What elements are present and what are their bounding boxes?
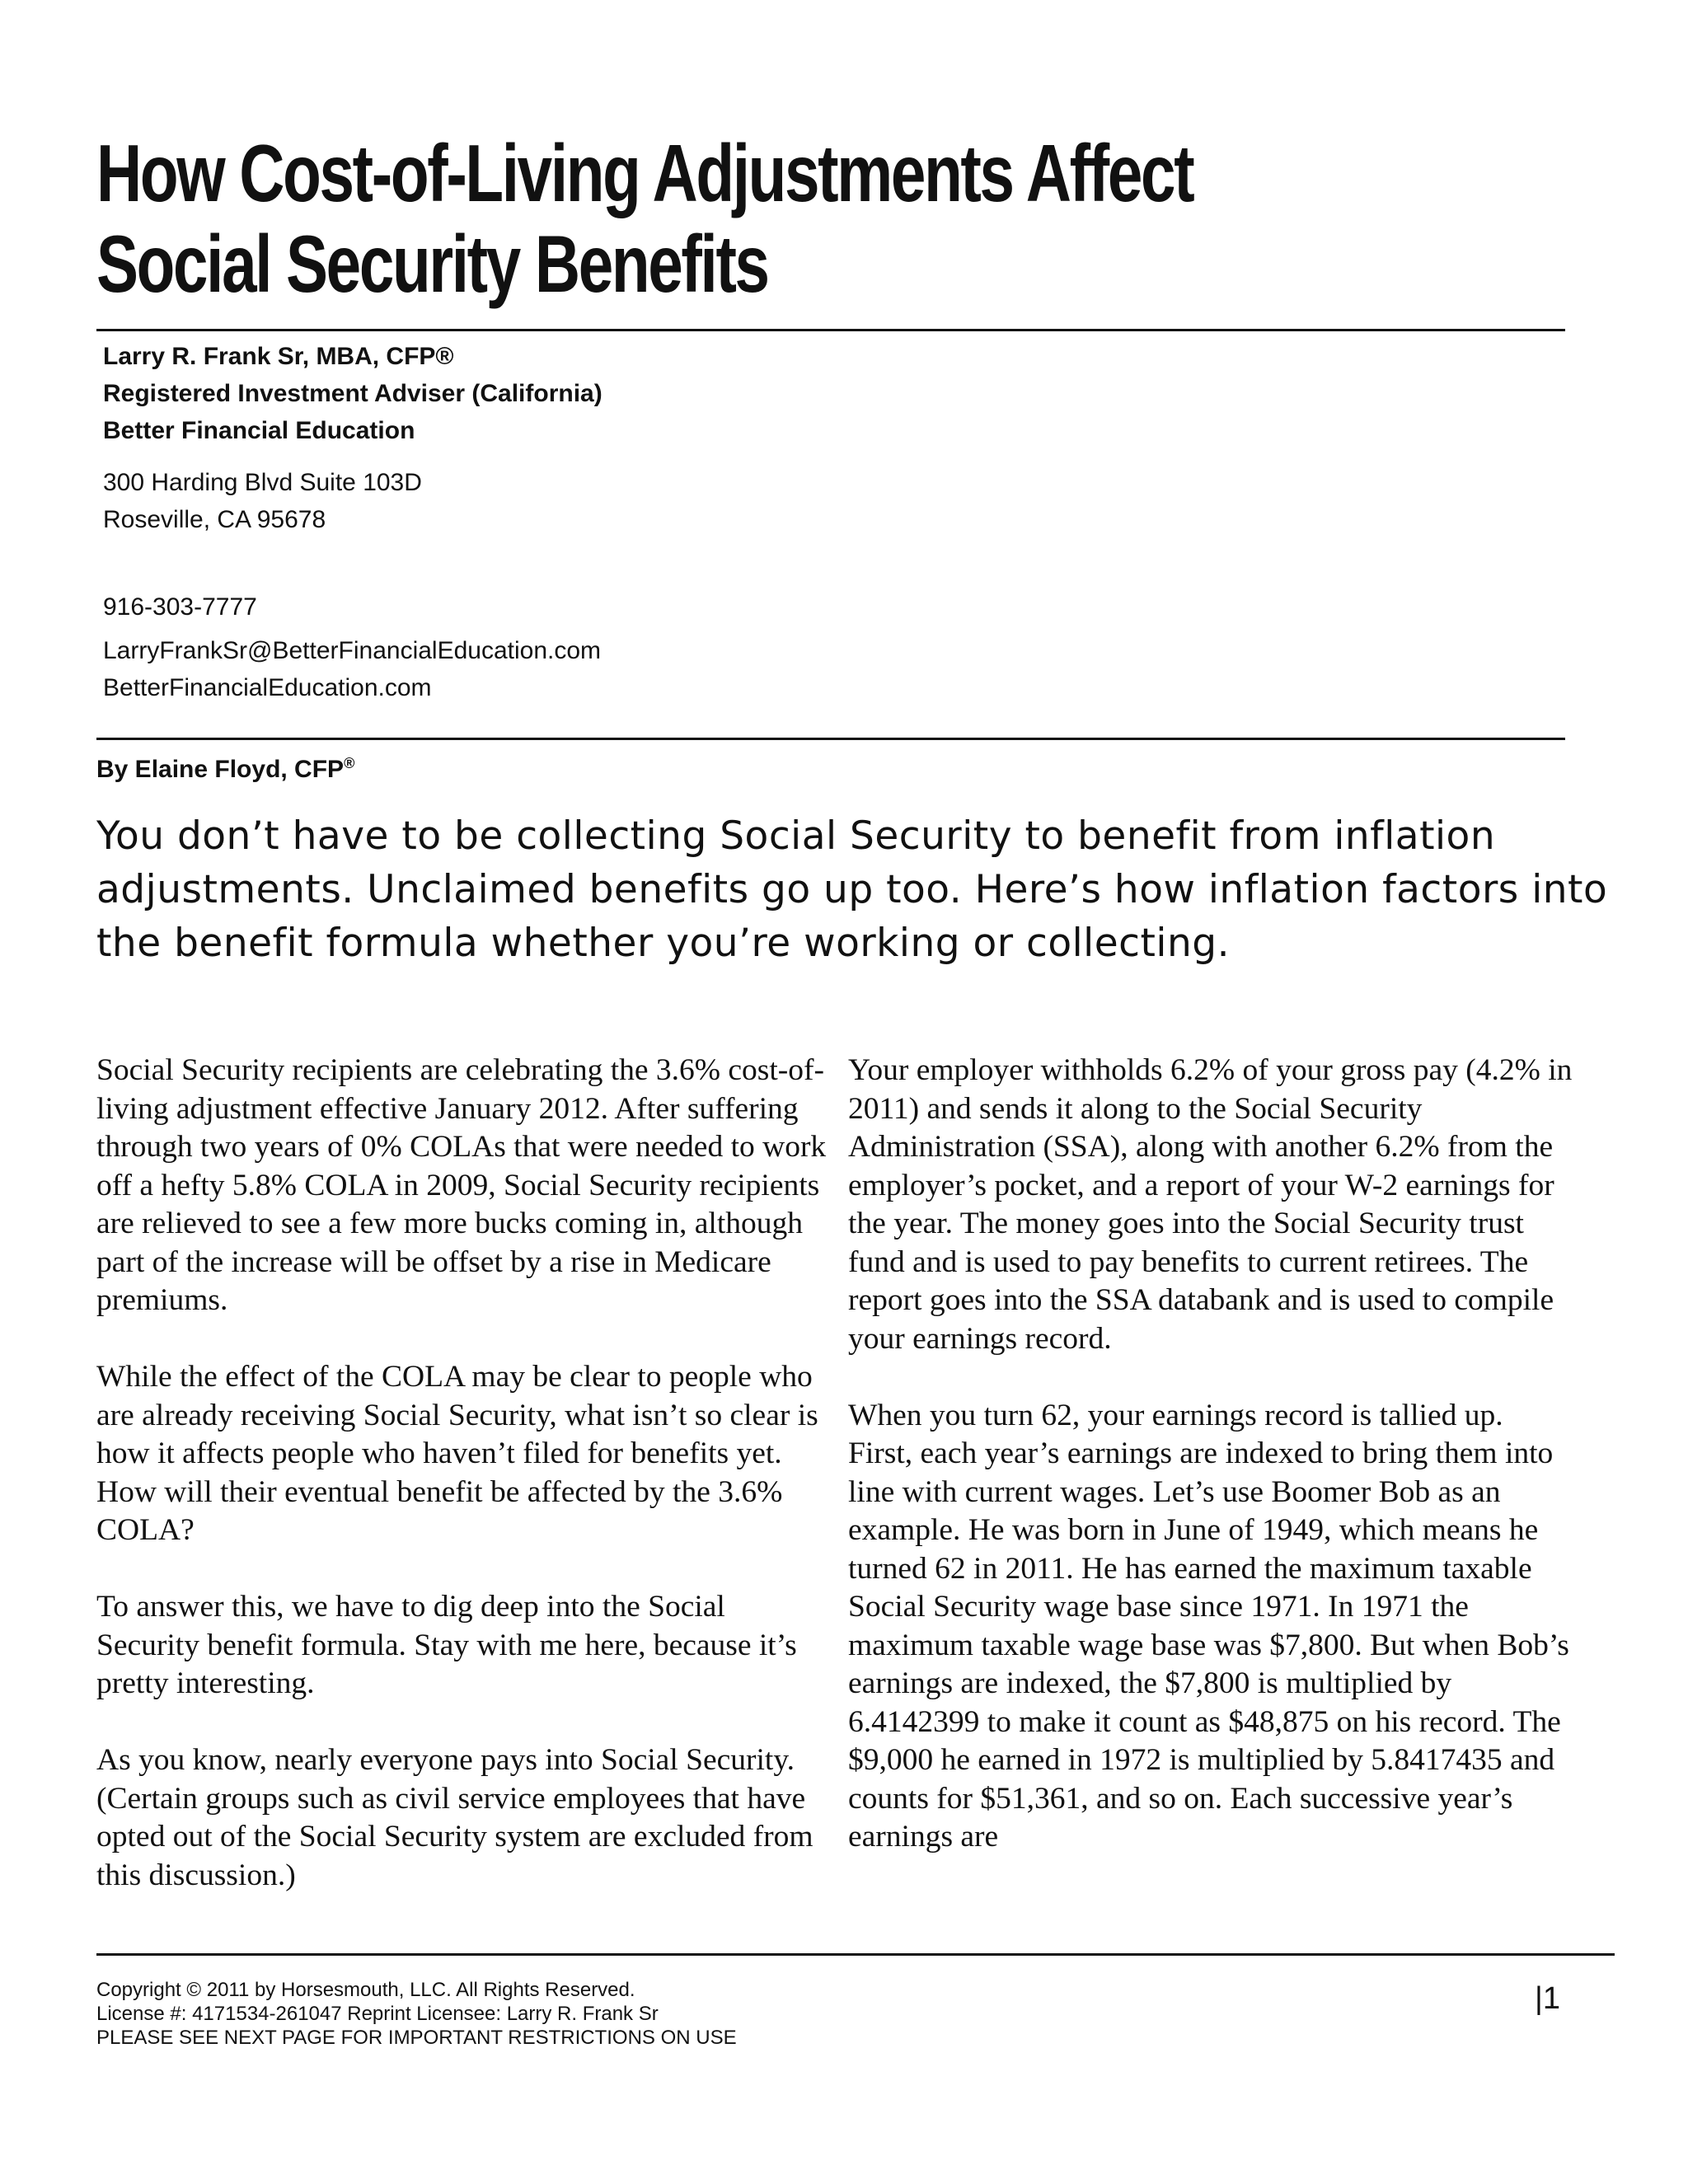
address-line-2: Roseville, CA 95678 [103,506,326,533]
byline [96,755,354,784]
advisor-info [103,338,603,449]
header-divider [96,329,1565,331]
left-column [96,1052,830,1933]
byline-text: By Elaine Floyd, CFP [96,756,345,783]
footer-divider [96,1953,1615,1956]
paragraph: Your employer withholds 6.2% of your gross pay (4.2% in 2011) and sends it along to the Social Security Administration (SSA), along with another 6.2% from the employer’s pocket, and a report of your W-2 earnings for the year. The money goes into the Social Security trust fund and is used to pay benefits to current retirees. The report goes into the SSA databank and is used to compile your earnings record. [848,1053,1573,1356]
article-deck: You don’t have to be collecting Social Security to benefit from inflation adjustments. Unclaimed benefits go up too. Here’s how inflation factors into the benefit formula whether you’re working or collecting. [96,813,1608,966]
website-link[interactable]: BetterFinancialEducation.com [103,674,432,701]
registered-mark: ® [344,755,355,771]
right-column [848,1052,1573,1895]
restrictions-notice: PLEASE SEE NEXT PAGE FOR IMPORTANT RESTRICTIONS ON USE [96,2027,737,2049]
paragraph: As you know, nearly everyone pays into Social Security. (Certain groups such as civil service employees that have opted out of the Social Security system are excluded from this discussion.) [96,1743,814,1892]
paragraph: While the effect of the COLA may be clear to people who are already receiving Social Security, what isn’t so clear is how it affects people who haven’t filed for benefits yet. How will their eventual benefit be affected by the 3.6% COLA? [96,1360,818,1547]
advisor-name: Larry R. Frank Sr, MBA, CFP® [103,343,454,370]
paragraph: To answer this, we have to dig deep into the Social Security benefit formula. Stay with me here, because it’s pretty interesting. [96,1590,797,1700]
advisor-firm: Better Financial Education [103,417,415,444]
page-footer [96,1978,737,2050]
paragraph: Social Security recipients are celebrating the 3.6% cost-of-living adjustment effective January 2012. After suffering through two years of 0% COLAs that were needed to work off a hefty 5.8% COLA in 2009, Social Security recipients are relieved to see a few more bucks coming in, although part of the increase will be offset by a rise in Medicare premiums. [96,1053,827,1317]
email-link[interactable]: LarryFrankSr@BetterFinancialEducation.com [103,637,602,664]
advisor-web [103,632,601,706]
address-line-1: 300 Harding Blvd Suite 103D [103,469,422,496]
paragraph: When you turn 62, your earnings record is tallied up. First, each year’s earnings are indexed to bring them into line with current wages. Let’s use Boomer Bob as an example. He was born in June of 1949, which means he turned 62 in 2011. He has earned the maximum taxable Social Security wage base since 1971. In 1971 the maximum taxable wage base was $7,800. But when Bob’s earnings are indexed, the $7,800 is multiplied by 6.4142399 to make it count as $48,875 on his record. The $9,000 he earned in 1972 is multiplied by 5.8417435 and counts for $51,361, and so on. Each successive year’s earnings are [848,1398,1569,1854]
license-notice: License #: 4171534-261047 Reprint Licensee: Larry R. Frank Sr [96,2003,659,2025]
advisor-role: Registered Investment Adviser (California) [103,380,603,407]
advisor-phone [103,588,257,626]
article-title: How Cost-of-Living Adjustments Affect Social Security Benefits [96,128,1193,309]
contact-divider [96,738,1565,740]
phone-number: 916-303-7777 [103,593,257,621]
advisor-address [103,464,422,538]
page-number: |1 [1535,1981,1561,2016]
copyright-notice: Copyright © 2011 by Horsesmouth, LLC. All Rights Reserved. [96,1979,635,2001]
